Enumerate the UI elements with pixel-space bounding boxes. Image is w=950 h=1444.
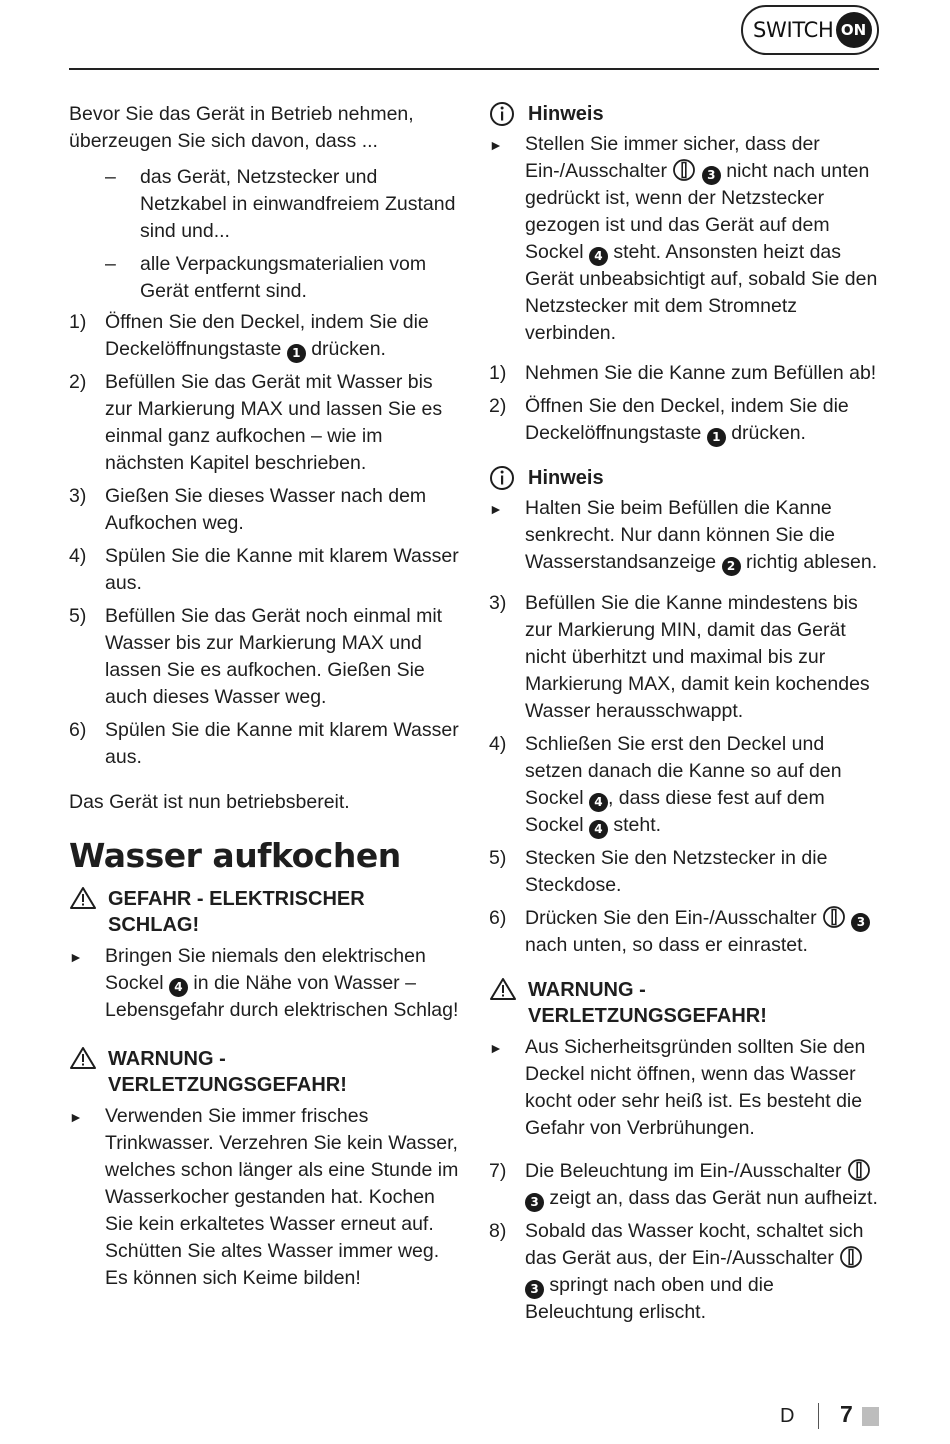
danger-heading: GEFAHR - ELEKTRISCHER SCHLAG! — [69, 886, 461, 938]
dash-marker: – — [105, 166, 116, 188]
step-1: 1) Öffnen Sie den Deckel, indem Sie die Deckelöffnungstaste 1 drücken. — [69, 309, 461, 363]
warning-triangle-icon — [489, 977, 517, 1008]
arrow-bullet-icon: ► — [489, 1040, 503, 1056]
info-icon — [489, 101, 515, 134]
step-4: 4) Schließen Sie erst den Deckel und setzen danach die Kanne so auf den Sockel 4 , dass diese fest auf dem Sockel 4 steht. — [489, 731, 884, 839]
section-heading: Wasser aufkochen — [69, 836, 401, 875]
step-4: 4) Spülen Sie die Kanne mit klarem Wasser aus. — [69, 545, 459, 594]
power-switch-icon — [822, 905, 846, 929]
brand-text: SWITCH — [753, 18, 834, 42]
arrow-bullet-icon: ► — [489, 137, 503, 153]
list-item: – alle Verpackungsmaterialien vom Gerät entfernt sind. — [105, 253, 427, 302]
part-number-badge: 3 — [851, 913, 870, 932]
language-code: D — [780, 1405, 795, 1427]
note-heading: Hinweis — [489, 465, 884, 491]
warning-triangle-icon — [69, 886, 97, 917]
header-rule — [69, 68, 879, 70]
part-number-badge: 4 — [589, 820, 608, 839]
power-switch-icon — [672, 158, 696, 182]
warning-text: ► Aus Sicherheitsgründen sollten Sie den Deckel nicht öffnen, wenn das Wasser kocht oder sehr heiß ist. Es besteht die Gefahr von Verbrühungen. — [489, 1036, 866, 1139]
step-5: 5) Stecken Sie den Netzstecker in die Steckdose. — [489, 847, 828, 896]
part-number-badge: 4 — [169, 978, 188, 997]
list-item: – das Gerät, Netzstecker und Netzkabel in einwandfreiem Zustand sind und... — [105, 166, 456, 242]
step-5: 5) Befüllen Sie das Gerät noch einmal mit Wasser bis zur Markierung MAX und lassen Sie es aufkochen. Gießen Sie auch dieses Wasser weg. — [69, 605, 443, 708]
warning-triangle-icon — [69, 1046, 97, 1077]
note-text: ► Halten Sie beim Befüllen die Kanne senkrecht. Nur dann können Sie die Wasserstandsanzeige 2 richtig ablesen. — [489, 495, 884, 576]
part-number-badge: 3 — [525, 1280, 544, 1299]
part-number-badge: 3 — [702, 166, 721, 185]
power-switch-icon — [847, 1158, 871, 1182]
brand-on-badge: ON — [836, 12, 872, 48]
step-3: 3) Gießen Sie dieses Wasser nach dem Aufkochen weg. — [69, 485, 427, 534]
brand-logo — [741, 5, 879, 55]
part-number-badge: 1 — [707, 428, 726, 447]
ready-text: Das Gerät ist nun betriebsbereit. — [69, 791, 350, 813]
step-1: 1) Nehmen Sie die Kanne zum Befüllen ab! — [489, 362, 877, 384]
step-6: 6) Drücken Sie den Ein-/Ausschalter 3 nach unten, so dass er einrastet. — [489, 905, 884, 959]
footer-divider — [818, 1403, 819, 1429]
step-2: 2) Befüllen Sie das Gerät mit Wasser bis zur Markierung MAX und lassen Sie es einmal ganz aufkochen – wie im nächsten Kapitel beschrieben. — [69, 371, 443, 474]
warning-heading: WARNUNG - VERLETZUNGSGEFAHR! — [69, 1046, 461, 1098]
arrow-bullet-icon: ► — [69, 1109, 83, 1125]
info-icon — [489, 465, 515, 498]
page-number: 7 — [840, 1401, 853, 1427]
left-column — [69, 101, 461, 1292]
step-3: 3) Befüllen Sie die Kanne mindestens bis zur Markierung MIN, damit das Gerät nicht überhitzt und maximal bis zur Markierung MAX, damit kein kochendes Wasser herausschwappt. — [489, 592, 870, 722]
step-8: 8) Sobald das Wasser kocht, schaltet sich das Gerät aus, der Ein-/Ausschalter 3 springt nach oben und die Beleuchtung erlischt. — [489, 1220, 864, 1323]
danger-text: ► Bringen Sie niemals den elektrischen Sockel 4 in die Nähe von Wasser – Lebensgefahr durch elektrischen Schlag! — [69, 945, 459, 1021]
part-number-badge: 3 — [525, 1193, 544, 1212]
arrow-bullet-icon: ► — [489, 501, 503, 517]
warning-text: ► Verwenden Sie immer frisches Trinkwasser. Verzehren Sie kein Wasser, welches schon länger als eine Stunde im Wasserkocher gestanden hat. Kochen Sie kein erkaltetes Wasser erneut auf. Schütten Sie altes Wasser immer weg. Es können sich Keime bilden! — [69, 1105, 459, 1289]
note-heading: Hinweis — [489, 101, 884, 127]
part-number-badge: 2 — [722, 557, 741, 576]
step-7: 7) Die Beleuchtung im Ein-/Ausschalter 3 zeigt an, dass das Gerät nun aufheizt. — [489, 1158, 884, 1212]
dash-marker: – — [105, 253, 116, 275]
step-2: 2) Öffnen Sie den Deckel, indem Sie die Deckelöffnungstaste 1 drücken. — [489, 393, 884, 447]
warning-heading: WARNUNG - VERLETZUNGSGEFAHR! — [489, 977, 884, 1029]
part-number-badge: 1 — [287, 344, 306, 363]
step-6: 6) Spülen Sie die Kanne mit klarem Wasser aus. — [69, 719, 459, 768]
arrow-bullet-icon: ► — [69, 949, 83, 965]
intro-text: Bevor Sie das Gerät in Betrieb nehmen, überzeugen Sie sich davon, dass ... — [69, 103, 414, 152]
note-text: ► Stellen Sie immer sicher, dass der Ein-/Ausschalter 3 nicht nach unten gedrückt ist, wenn der Netzstecker gezogen ist und das Gerät auf dem Sockel 4 steht. Ansonsten heizt das Gerät unbeabsichtigt auf, sobald Sie den Netzstecker mit dem Stromnetz verbinden. — [489, 133, 878, 344]
part-number-badge: 4 — [589, 247, 608, 266]
right-column — [489, 101, 884, 1332]
power-switch-icon — [839, 1245, 863, 1269]
page-marker — [862, 1407, 879, 1426]
part-number-badge: 4 — [589, 793, 608, 812]
